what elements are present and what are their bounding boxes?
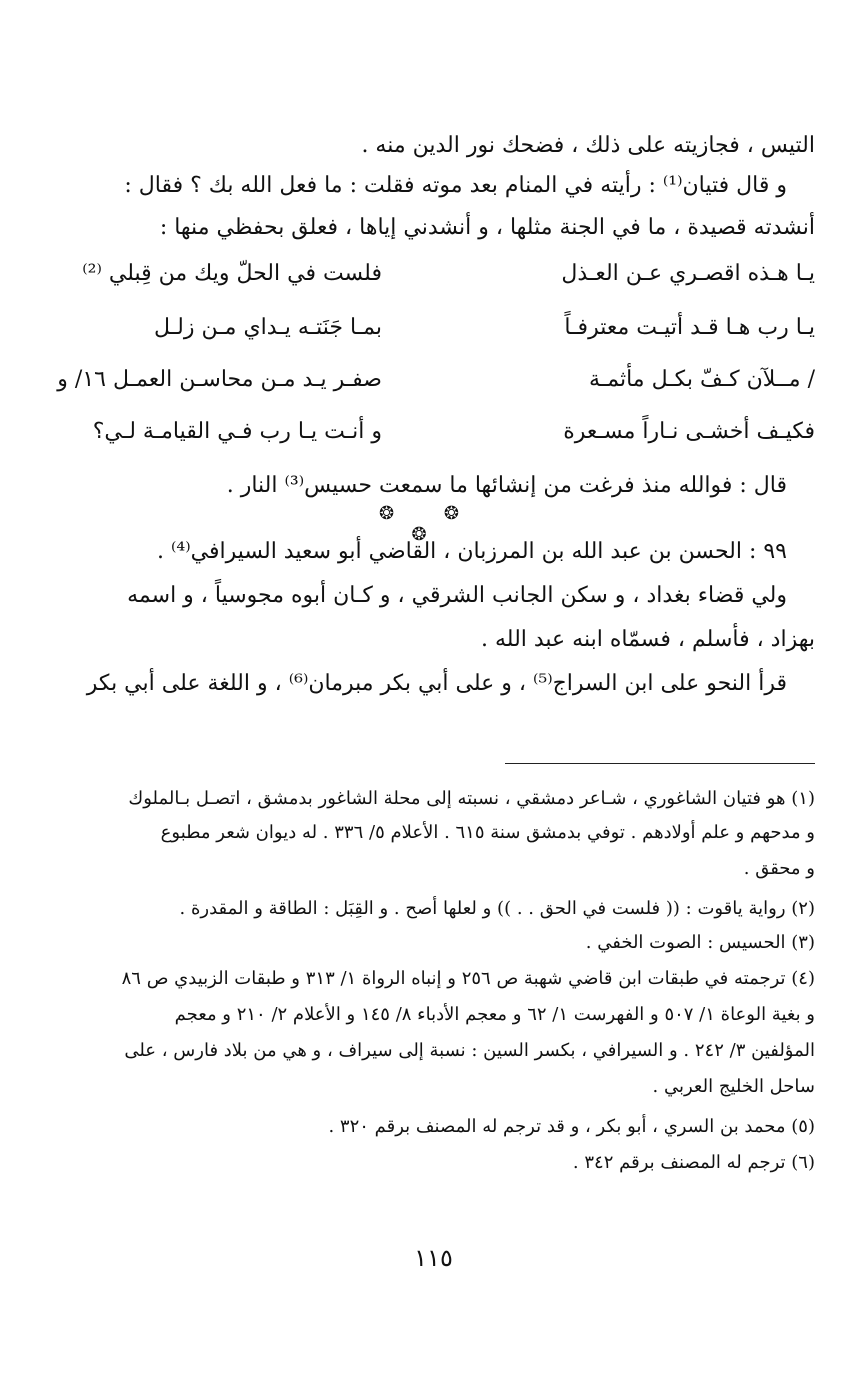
verse-2-second-hemistich: بمـا جَنَتـه يـداي مـن زلـل — [154, 315, 382, 340]
body-line-4: قال : فوالله منذ فرغت من إنشائها ما سمعت حسيس⁽³⁾ النار . — [226, 473, 787, 498]
verse-3-second-hemistich: صفـر يـد مـن محاسـن العمـل ١٦/ و — [57, 367, 382, 392]
body-line-2: و قال فتيان⁽¹⁾ : رأيته في المنام بعد موته فقلت : ما فعل الله بك ؟ فقال : — [124, 173, 787, 198]
verse-2-first-hemistich: يـا رب هـا قـد أتيـت معترفـاً — [564, 315, 815, 340]
footnote-1-line-3: و محقق . — [743, 858, 815, 879]
footnote-3: (٣) الحسيس : الصوت الخفي . — [585, 932, 815, 953]
verse-1-second-hemistich: فلست في الحلّ ويك من قِبلي ⁽²⁾ — [82, 261, 382, 286]
verse-1-first-hemistich: يـا هـذه اقصـري عـن العـذل — [561, 261, 815, 286]
body-line-1: التيس ، فجازيته على ذلك ، فضحك نور الدين منه . — [361, 133, 815, 158]
footnote-separator — [505, 763, 815, 764]
verse-4-first-hemistich: فكيـف أخشـى نـاراً مسـعرة — [563, 419, 815, 444]
entry-heading: ٩٩ : الحسن بن عبد الله بن المرزبان ، القاضي أبو سعيد السيرافي⁽⁴⁾ . — [157, 539, 787, 564]
footnote-1-line-1: (١) هو فتيان الشاغوري ، شـاعر دمشقي ، نسبته إلى محلة الشاغور بدمشق ، اتصـل بـالملوك — [128, 788, 815, 809]
footnote-1-line-2: و مدحهم و علم أولادهم . توفي بدمشق سنة ٦١٥ . الأعلام ٥/ ٣٣٦ . له ديوان شعر مطبوع — [160, 822, 815, 843]
body-line-3: أنشدته قصيدة ، ما في الجنة مثلها ، و أنشدني إياها ، فعلق بحفظي منها : — [159, 215, 815, 240]
footnote-5: (٥) محمد بن السري ، أبو بكر ، و قد ترجم له المصنف برقم ٣٢٠ . — [328, 1116, 815, 1137]
verse-3-first-hemistich: / مــلآن كـفّ بكـل مأثمـة — [589, 367, 815, 392]
footnote-4-line-1: (٤) ترجمته في طبقات ابن قاضي شهبة ص ٢٥٦ و إنباه الرواة ١/ ٣١٣ و طبقات الزبيدي ص ٨٦ — [121, 968, 815, 989]
body-line-7: بهزاد ، فأسلم ، فسمّاه ابنه عبد الله . — [481, 627, 815, 652]
section-separator-stars: ❂ ❂ ❂ — [379, 503, 481, 545]
body-line-6: ولي قضاء بغداد ، و سكن الجانب الشرقي ، و كـان أبوه مجوسياً ، و اسمه — [127, 583, 787, 608]
page-number: ١١٥ — [414, 1244, 453, 1272]
footnote-2: (٢) رواية ياقوت : (( فلست في الحق . . )) و لعلها أصح . و القِبَل : الطاقة و المقدرة . — [179, 898, 815, 919]
footnote-4-line-3: المؤلفين ٣/ ٢٤٢ . و السيرافي ، بكسر السين : نسبة إلى سيراف ، و هي من بلاد فارس ، على — [124, 1040, 815, 1061]
footnote-4-line-2: و بغية الوعاة ١/ ٥٠٧ و الفهرست ١/ ٦٢ و معجم الأدباء ٨/ ١٤٥ و الأعلام ٢/ ٢١٠ و معجم — [174, 1004, 815, 1025]
verse-4-second-hemistich: و أنـت يـا رب فـي القيامـة لـي؟ — [92, 419, 382, 444]
footnote-6: (٦) ترجم له المصنف برقم ٣٤٢ . — [572, 1152, 815, 1173]
body-line-8: قرأ النحو على ابن السراج⁽⁵⁾ ، و على أبي بكر مبرمان⁽⁶⁾ ، و اللغة على أبي بكر — [86, 671, 787, 696]
footnote-4-line-4: ساحل الخليج العربي . — [652, 1076, 815, 1097]
